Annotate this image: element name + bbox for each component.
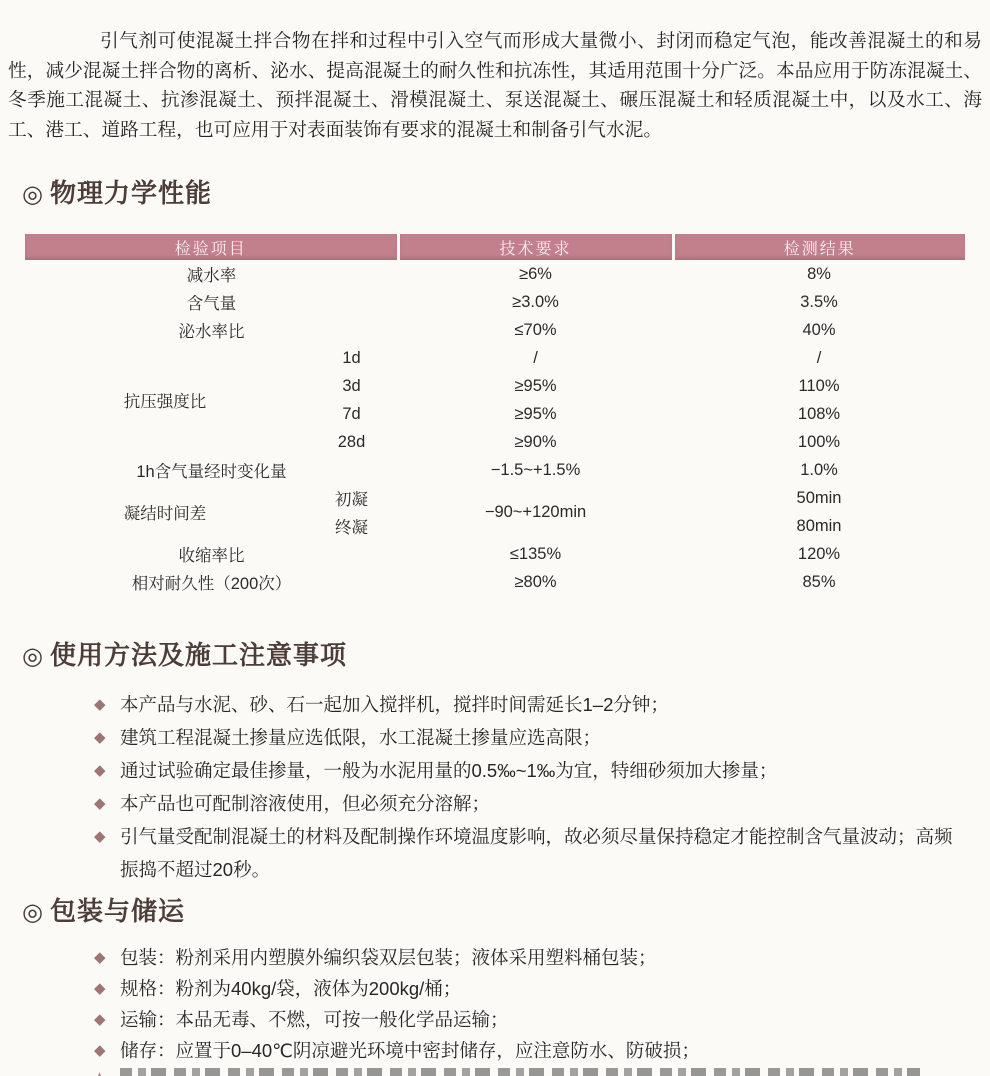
usage-bullet-list bbox=[8, 688, 982, 886]
list-item: ◆ 通过试验确定最佳掺量，一般为水泥用量的0.5‰~1‰为宜，特细砂须加大掺量； bbox=[94, 754, 982, 787]
list-item: ◆ 本产品与水泥、砂、石一起加入搅拌机，搅拌时间需延长1–2分钟； bbox=[94, 688, 982, 721]
section-title: 使用方法及施工注意事项 bbox=[49, 640, 347, 671]
table-row bbox=[25, 260, 965, 288]
cell-requirement: / bbox=[533, 348, 538, 367]
cell-requirement: ≤70% bbox=[514, 320, 557, 339]
diamond-bullet-icon bbox=[94, 1068, 105, 1076]
table-row bbox=[25, 568, 965, 596]
cell-result: 3.5% bbox=[800, 292, 838, 311]
diamond-bullet-icon bbox=[94, 1004, 108, 1035]
list-item: ◆ 本产品也可配制溶液使用，但必须充分溶解； bbox=[94, 787, 982, 820]
cell-requirement: ≥3.0% bbox=[512, 292, 559, 311]
cell-item: 收缩率比 bbox=[178, 547, 245, 566]
list-item: ◆ 包装：粉剂采用内塑膜外编织袋双层包装；液体采用塑料桶包装； bbox=[94, 942, 982, 973]
double-circle-marker-icon: ◎ bbox=[22, 181, 44, 209]
cell-result: 85% bbox=[802, 572, 836, 591]
column-header-technical-requirement: 技术要求 bbox=[398, 234, 673, 260]
cell-result: 108% bbox=[797, 404, 841, 423]
clipped-bottom-text-line bbox=[94, 1068, 982, 1076]
double-circle-marker-icon: ◎ bbox=[22, 899, 44, 927]
cell-result: 100% bbox=[797, 432, 841, 451]
double-circle-marker-icon: ◎ bbox=[22, 643, 44, 671]
table-row bbox=[25, 484, 965, 512]
table-row bbox=[25, 344, 965, 372]
diamond-bullet-icon bbox=[94, 787, 108, 820]
section-heading-usage-instructions bbox=[22, 638, 982, 674]
section-heading-packaging-storage bbox=[22, 894, 982, 930]
diamond-bullet-icon bbox=[94, 721, 108, 754]
cell-sub-item: 1d bbox=[342, 348, 361, 367]
cell-item-group-setting-time: 凝结时间差 bbox=[123, 505, 207, 524]
cell-result: / bbox=[816, 348, 822, 367]
diamond-bullet-icon bbox=[94, 942, 108, 973]
diamond-bullet-icon bbox=[94, 754, 108, 787]
cell-result: 50min bbox=[796, 488, 842, 507]
illegible-cutoff-text bbox=[120, 1068, 920, 1076]
cell-requirement: ≤135% bbox=[509, 544, 562, 563]
list-item: ◆ 规格：粉剂为40kg/袋，液体为200kg/桶； bbox=[94, 973, 982, 1004]
list-item: ◆ 运输：本品无毒、不燃，可按一般化学品运输； bbox=[94, 1004, 982, 1035]
cell-requirement: ≥90% bbox=[514, 432, 557, 451]
table-row bbox=[25, 456, 965, 484]
cell-result: 1.0% bbox=[800, 460, 838, 479]
diamond-bullet-icon bbox=[94, 1035, 108, 1066]
section-title: 包装与储运 bbox=[49, 896, 185, 927]
section-title: 物理力学性能 bbox=[49, 178, 212, 209]
list-item: ◆ 储存：应置于0–40℃阴凉避光环境中密封储存，应注意防水、防破损； bbox=[94, 1035, 982, 1066]
cell-item: 减水率 bbox=[186, 267, 237, 286]
cell-requirement: −1.5~+1.5% bbox=[490, 460, 581, 479]
diamond-bullet-icon bbox=[94, 688, 108, 721]
list-item: ◆ 建筑工程混凝土掺量应选低限，水工混凝土掺量应选高限； bbox=[94, 721, 982, 754]
cell-result: 110% bbox=[798, 376, 840, 395]
cell-item: 1h含气量经时变化量 bbox=[136, 463, 287, 482]
packaging-bullet-list bbox=[8, 942, 982, 1066]
cell-sub-item: 7d bbox=[342, 404, 361, 423]
cell-item: 相对耐久性（200次） bbox=[131, 575, 292, 594]
table-row bbox=[25, 316, 965, 344]
cell-requirement: ≥6% bbox=[519, 264, 552, 283]
cell-sub-item: 终凝 bbox=[335, 519, 368, 538]
cell-sub-item: 初凝 bbox=[335, 491, 368, 510]
table-row bbox=[25, 540, 965, 568]
cell-requirement: −90~+120min bbox=[484, 502, 587, 521]
table-row bbox=[25, 288, 965, 316]
cell-item: 含气量 bbox=[186, 295, 237, 314]
cell-result: 80min bbox=[796, 516, 842, 535]
cell-result: 120% bbox=[797, 544, 841, 563]
cell-result: 8% bbox=[807, 264, 831, 283]
cell-result: 40% bbox=[802, 320, 836, 339]
intro-paragraph: 引气剂可使混凝土拌合物在拌和过程中引入空气而形成大量微小、封闭而稳定气泡，能改善混凝土的和易性，减少混凝土拌合物的离析、泌水、提高混凝土的耐久性和抗冻性，其适用范围十分广泛。本品应用于防冻混凝土、冬季施工混凝土、抗渗混凝土、预拌混凝土、滑模混凝土、泵送混凝土、碾压混凝土和轻质混凝土中，以及水工、海工、港工、道路工程，也可应用于对表面装饰有要求的混凝土和制备引气水泥。 bbox=[8, 30, 982, 140]
cell-sub-item: 3d bbox=[342, 376, 361, 395]
cell-requirement: ≥80% bbox=[514, 572, 557, 591]
cell-item-group-compressive-strength: 抗压强度比 bbox=[123, 393, 207, 412]
cell-sub-item: 28d bbox=[337, 432, 366, 451]
cell-requirement: ≥95% bbox=[514, 376, 557, 395]
list-item: ◆ 引气量受配制混凝土的材料及配制操作环境温度影响，故必须尽量保持稳定才能控制含气量波动；高频振捣不超过20秒。 bbox=[94, 820, 982, 886]
physical-properties-table bbox=[25, 234, 965, 596]
table-header-row bbox=[25, 234, 965, 260]
diamond-bullet-icon bbox=[94, 820, 108, 853]
diamond-bullet-icon bbox=[94, 973, 108, 1004]
column-header-inspection-item: 检验项目 bbox=[25, 234, 398, 260]
section-heading-physical-properties bbox=[22, 176, 982, 212]
cell-requirement: ≥95% bbox=[514, 404, 557, 423]
column-header-test-result: 检测结果 bbox=[673, 234, 965, 260]
cell-item: 泌水率比 bbox=[178, 323, 245, 342]
